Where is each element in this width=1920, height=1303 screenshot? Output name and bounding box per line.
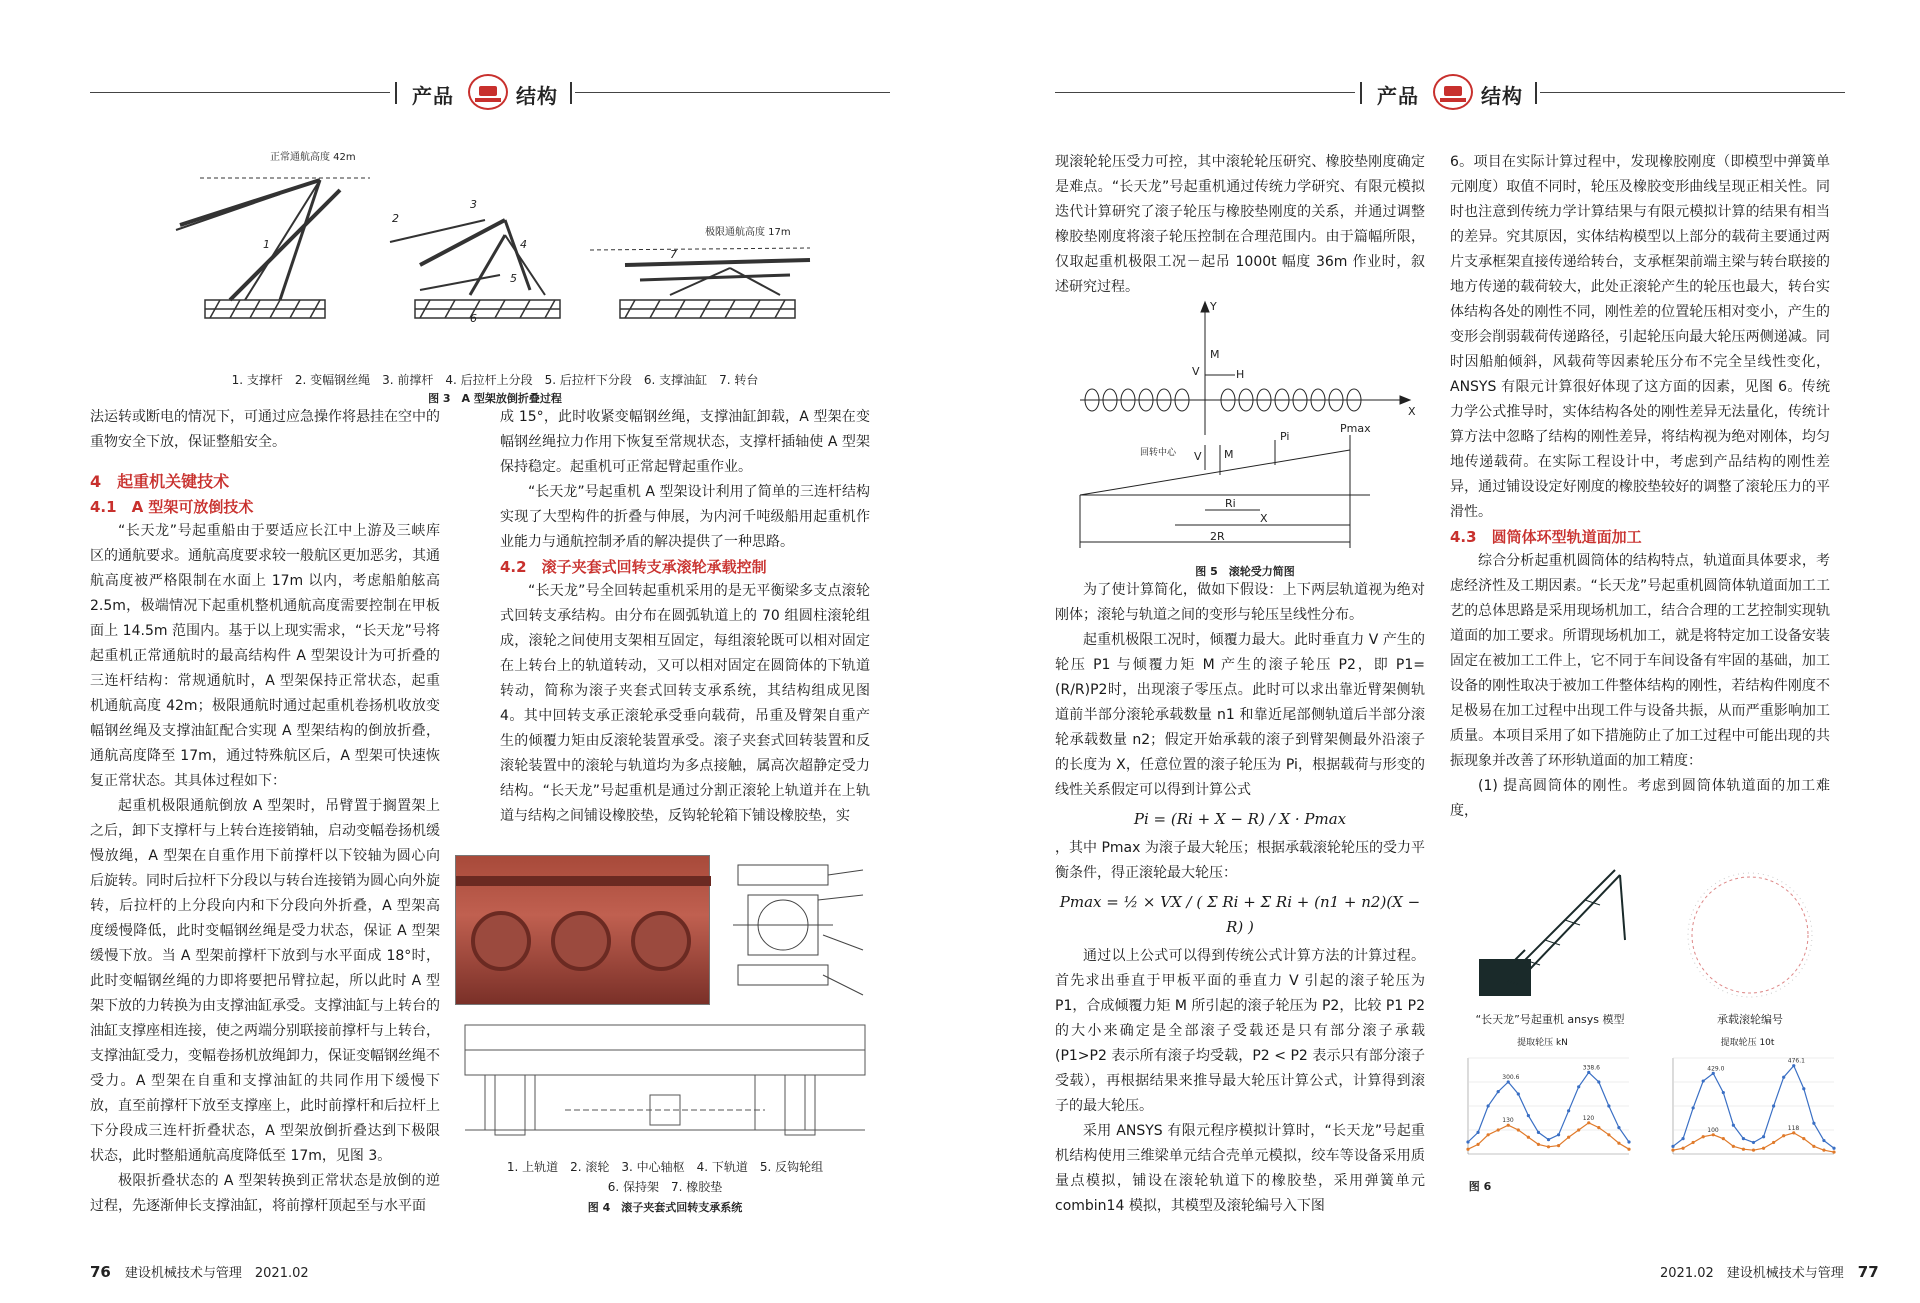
data-point [1537, 1143, 1540, 1146]
figure-3 [170, 150, 820, 405]
right-page-column-2 [1450, 150, 1830, 824]
part-number-7: 7 [670, 248, 677, 261]
label-pi: Pi [1280, 430, 1290, 443]
data-point [1627, 1140, 1630, 1143]
data-point [1692, 1106, 1695, 1109]
figure-6-sub1: “长天龙”号起重机 ansys 模型 [1475, 1013, 1625, 1026]
figure-4-legend-1: 1. 上轨道 2. 滚轮 3. 中心轴枢 4. 下轨道 5. 反钩轮组 [506, 1160, 824, 1174]
data-point [1527, 1136, 1530, 1139]
paragraph: “长天龙”号起重机 A 型架设计利用了简单的三连杆结构实现了大型构件的折叠与伸展，为内河千吨级船用起重机作业能力与通航控制矛盾的解决提供了一种思路。 [500, 484, 870, 550]
figure-4 [455, 855, 875, 1220]
paragraph: 极限折叠状态的 A 型架转换到正常状态是放倒的逆过程，先逐渐伸长支撑油缸，将前撑杆顶起至与水平面 [90, 1173, 440, 1214]
figure-4-caption: 图 4 滚子夹套式回转支承系统 [587, 1201, 743, 1214]
data-point [1732, 1145, 1735, 1148]
data-point [1762, 1135, 1765, 1138]
paragraph: 采用 ANSYS 有限元程序模拟计算时，“长天龙”号起重机结构使用三维梁单元结合壳单元模拟，绞车等设备采用质量点模拟，铺设在滚轮轨道下的橡胶垫，采用弹簧单元 combin14 模拟，其模型及滚轮编号入下图 [1055, 1123, 1425, 1214]
paragraph: 起重机极限工况时，倾覆力最大。此时垂直力 V 产生的轮压 P1 与倾覆力矩 M 产生的滚子轮压 P2，即 P1=(R/R)P2时，出现滚子零压点。此时可以求出靠近臂架侧轨道前半部分滚轮承载数量 n1 和靠近尾部侧轨道后半部分滚轮承载数量 n2；假定开始承载的滚子到臂架侧最外沿滚子的长度为 X，任意位置的滚子轮压为 Pi，根据载荷与形变的线性关系假定可以得到计算公式 [1055, 632, 1425, 798]
data-point [1466, 1148, 1469, 1151]
data-point [1577, 1128, 1580, 1131]
data-point [1752, 1141, 1755, 1144]
chart-1-title: 提取轮压 kN [1517, 1038, 1568, 1048]
data-label: 120 [1582, 1114, 1595, 1122]
data-point [1476, 1131, 1479, 1134]
data-point [1547, 1145, 1550, 1148]
paragraph: 法运转或断电的情况下，可通过应急操作将悬挂在空中的重物安全下放，保证整船安全。 [90, 409, 440, 450]
chart-2-title: 提取轮压 10t [1720, 1038, 1775, 1048]
data-point [1692, 1141, 1695, 1144]
data-point [1822, 1139, 1825, 1142]
data-point [1617, 1126, 1620, 1129]
data-point [1597, 1126, 1600, 1129]
roller-numbering-circle [1680, 865, 1820, 1005]
figure-5 [1070, 300, 1420, 578]
data-point [1802, 1137, 1805, 1140]
data-point [1772, 1141, 1775, 1144]
header-structure-label: 结构 [516, 84, 558, 108]
data-point [1802, 1087, 1805, 1090]
figure-6-caption: 图 6 [1468, 1180, 1492, 1193]
figure-6 [1450, 860, 1840, 1210]
formula-pmax: Pmax = ½ × VX / ( Σ Ri + Σ Ri + (n1 + n2)(X − R) ) [1059, 893, 1421, 936]
data-point [1487, 1133, 1490, 1136]
left-page-column-1 [90, 405, 440, 1219]
chart-2 [1655, 1050, 1840, 1170]
page-number: 76 [90, 1263, 111, 1281]
axis-label-y: Y [1210, 300, 1217, 313]
label-2r: 2R [1210, 530, 1225, 543]
data-point [1577, 1085, 1580, 1088]
data-point [1497, 1128, 1500, 1131]
data-point [1557, 1144, 1560, 1147]
paragraph: “长天龙”号起重船由于要适应长江中上游及三峡库区的通航要求。通航高度要求较一般航区更加恶劣，其通航高度被严格限制在水面上 17m 以内，考虑船舶舷高 2.5m，极端情况下起重机整机通航高度需要控制在甲板面上 14.5m 范围内。基于以上现实需求，“长天龙”号将起重机正常通航时的最高结构件 A 型架设计为可折叠的三连杆结构：常规通航时，A 型架保持正常状态，起重机通航高度 42m；极限通航时通过起重机卷扬机收放变幅钢丝绳及支撑油缸配合实现 A 型架结构的倒放折叠，通航高度降至 17m，通过特殊航区后，A 型架可快速恢复正常状态。其具体过程如下： [90, 523, 440, 789]
figure-5-caption: 图 5 滚轮受力简图 [1195, 565, 1295, 578]
data-label: 429.0 [1707, 1065, 1725, 1073]
data-point [1742, 1148, 1745, 1151]
right-page-column-1-bottom [1055, 578, 1425, 1219]
paragraph: 综合分析起重机圆筒体的结构特点，轨道面具体要求，考虑经济性及工期因素。“长天龙”号起重机圆筒体轨道面加工工艺的总体思路是采用现场机加工，结合合理的工艺控制实现轨道面的加工要求。所谓现场机加工，就是将特定加工设备安装固定在被加工工件上，它不同于车间设备有牢固的基础，加工设备的刚性取决于被加工件整体结构的刚性，若结构件刚度不足极易在加工过程中出现工件与设备共振，从而严重影响加工质量。本项目采用了如下措施防止了加工过程中可能出现的共振现象并改善了环形轨道面的加工精度： [1450, 553, 1830, 769]
data-point [1832, 1147, 1835, 1150]
data-point [1557, 1133, 1560, 1136]
left-page-column-2 [500, 405, 870, 829]
label-m: M [1224, 448, 1234, 461]
data-point [1487, 1104, 1490, 1107]
crane-ship-icon [1433, 74, 1473, 110]
part-number-6: 6 [470, 312, 477, 325]
right-page-column-1-top [1055, 150, 1425, 300]
paragraph: ，其中 Pmax 为滚子最大轮压；根据承载滚轮轮压的受力平衡条件，得正滚轮最大轮压： [1055, 840, 1425, 881]
data-label: 130 [1502, 1117, 1514, 1125]
data-point [1772, 1104, 1775, 1107]
label-horizontal-force: H [1236, 368, 1245, 381]
data-point [1517, 1128, 1520, 1131]
label-v: V [1194, 450, 1202, 463]
label-pmax: Pmax [1340, 422, 1371, 435]
folio-right [1660, 1262, 1879, 1281]
data-point [1742, 1137, 1745, 1140]
label-vertical-force: V [1192, 365, 1200, 378]
header-product-label: 产品 [1377, 84, 1419, 108]
data-point [1627, 1148, 1630, 1151]
data-point [1722, 1137, 1725, 1140]
paragraph: 通过以上公式可以得到传统公式计算方法的计算过程。首先求出垂直于甲板平面的垂直力 V 引起的滚子轮压为 P1，合成倾覆力矩 M 所引起的滚子轮压为 P2，比较 P1 P2 的大小来确定是全部滚子受载还是只有部分滚子承载 (P1>P2 表示所有滚子均受载，P2 < P2 表示只有部分滚子受载），再根据结果来推导最大轮压计算公式，计算得到滚子的最大轮压。 [1055, 948, 1425, 1114]
data-point [1497, 1090, 1500, 1093]
axis-label-x: X [1408, 405, 1416, 418]
journal-issue: 2021.02 建设机械技术与管理 [1660, 1266, 1844, 1281]
data-point [1517, 1092, 1520, 1095]
data-point [1752, 1149, 1755, 1152]
data-point [1607, 1104, 1610, 1107]
data-point [1702, 1079, 1705, 1082]
part-number-4: 4 [520, 238, 527, 251]
data-point [1537, 1131, 1540, 1134]
data-label: 338.6 [1582, 1064, 1600, 1072]
roller-photo [455, 855, 710, 1005]
roller-section-drawing [723, 855, 873, 1015]
part-number-5: 5 [510, 272, 517, 285]
label-moment: M [1210, 348, 1220, 361]
figure-3-caption: 图 3 A 型架放倒折叠过程 [428, 392, 562, 405]
header-structure-label: 结构 [1481, 84, 1523, 108]
section-heading-4-3: 4.3 圆筒体环型轨道面加工 [1450, 528, 1642, 546]
label-normal-height: 正常通航高度 42m [270, 152, 356, 163]
roller-system-elevation [455, 1020, 875, 1155]
data-point [1597, 1080, 1600, 1083]
paragraph: 现滚轮轮压受力可控，其中滚轮轮压研究、橡胶垫刚度确定是难点。“长天龙”号起重机通过传统力学研究、有限元模拟迭代计算研究了滚子轮压与橡胶垫刚度的关系，并通过调整橡胶垫刚度将滚子轮压控制在合理范围内。由于篇幅所限，仅取起重机极限工况－起吊 1000t 幅度 36m 作业时，叙述研究过程。 [1055, 154, 1425, 295]
part-number-3: 3 [470, 198, 477, 211]
section-heading-4: 4 起重机关键技术 [90, 472, 230, 491]
data-point [1832, 1150, 1835, 1153]
page-header-right [1055, 74, 1845, 114]
figure-4-legend-2: 6. 保持架 7. 橡胶垫 [607, 1180, 723, 1194]
paragraph: 成 15°，此时收紧变幅钢丝绳，支撑油缸卸载，A 型架在变幅钢丝绳拉力作用下恢复至常规状态，支撑杆插轴使 A 型架保持稳定。起重机可正常起臂起重作业。 [500, 409, 870, 475]
data-point [1567, 1136, 1570, 1139]
header-product-label: 产品 [412, 84, 454, 108]
data-point [1671, 1145, 1674, 1148]
data-point [1617, 1142, 1620, 1145]
data-label: 100 [1707, 1126, 1719, 1134]
paragraph: 为了使计算简化，做如下假设：上下两层轨道视为绝对刚体；滚轮与轨道之间的变形与轮压呈线性分布。 [1055, 582, 1425, 623]
data-point [1812, 1122, 1815, 1125]
page-number: 77 [1857, 1263, 1879, 1281]
data-label: 300.6 [1502, 1074, 1520, 1081]
crane-ship-icon [468, 74, 508, 110]
chart-1 [1450, 1050, 1635, 1170]
a-frame-folding-diagram [170, 150, 820, 350]
label-ri: Ri [1225, 497, 1236, 510]
figure-6-sub2: 承载滚轮编号 [1717, 1013, 1783, 1026]
data-point [1782, 1134, 1785, 1137]
data-point [1722, 1091, 1725, 1094]
page-header-left [90, 74, 890, 114]
data-point [1476, 1143, 1479, 1146]
data-point [1702, 1135, 1705, 1138]
ansys-crane-model [1465, 860, 1635, 1010]
data-point [1812, 1145, 1815, 1148]
data-point [1762, 1147, 1765, 1150]
data-label: 118 [1787, 1124, 1800, 1132]
part-number-1: 1 [263, 238, 270, 251]
data-point [1681, 1137, 1684, 1140]
label-x-length: X [1260, 512, 1268, 525]
data-point [1782, 1076, 1785, 1079]
paragraph: “长天龙”号全回转起重机采用的是无平衡梁多支点滚轮式回转支承结构。由分布在圆弧轨道上的 70 组圆柱滚轮组成，滚轮之间使用支架相互固定，每组滚轮既可以相对固定在上转台上的轨道转动，又可以相对固定在圆筒体的下轨道转动，简称为滚子夹套式回转支承系统，其结构组成见图 4。其中回转支承正滚轮承受垂向载荷，吊重及臂架自重产生的倾覆力矩由反滚轮装置承受。滚子夹套式回转装置和反滚轮装置中的滚轮与轨道均为多点接触，属高次超静定受力结构。“长天龙”号起重机是通过分割正滚轮上轨道并在上轨道与结构之间铺设橡胶垫，反钩轮轮箱下铺设橡胶垫，实 [500, 583, 870, 824]
data-point [1822, 1149, 1825, 1152]
data-point [1466, 1140, 1469, 1143]
data-point [1681, 1147, 1684, 1150]
right-page [960, 0, 1920, 1303]
data-point [1671, 1149, 1674, 1152]
data-point [1607, 1133, 1610, 1136]
formula-pi: Pi = (Ri + X − R) / X · Pmax [1133, 810, 1347, 828]
paragraph: 6。项目在实际计算过程中，发现橡胶刚度（即模型中弹簧单元刚度）取值不同时，轮压及橡胶变形曲线呈现正相关性。同时也注意到传统力学计算结果与有限元模拟计算的结果有相当的差异。究其原因，实体结构模型以上部分的载荷主要通过两片支承框架直接传递给转台，支承框架前端主梁与转台联接的地方传递的载荷较大，此处正滚轮产生的轮压也最大，转台实体结构各处的刚性不同，刚性差的位置轮压相对变小，产生的变形会削弱载荷传递路径，引起轮压向最大轮压两侧递减。同时因船舶倾斜，风载荷等因素轮压分布不完全呈线性变化，ANSYS 有限元计算很好体现了这方面的因素，见图 6。传统力学公式推导时，实体结构各处的刚性差异无法量化，传统计算方法中忽略了结构的刚性差异，将结构视为绝对刚体，均匀地传递载荷。在实际工程设计中，考虑到产品结构的刚性差异，通过铺设设定好刚度的橡胶垫较好的调整了滚轮压力的平滑性。 [1450, 154, 1830, 520]
data-point [1567, 1109, 1570, 1112]
data-point [1732, 1124, 1735, 1127]
data-point [1527, 1114, 1530, 1117]
label-rotation-center: 回转中心 [1140, 448, 1177, 458]
series-line-1 [1673, 1066, 1834, 1149]
part-number-2: 2 [392, 212, 399, 225]
folio-left [90, 1262, 309, 1281]
paragraph: (1) 提高圆筒体的刚性。考虑到圆筒体轨道面的加工难度， [1450, 778, 1830, 819]
roller-force-diagram [1070, 300, 1420, 555]
section-heading-4-2: 4.2 滚子夹套式回转支承滚轮承载控制 [500, 558, 767, 576]
journal-issue: 建设机械技术与管理 2021.02 [124, 1266, 309, 1281]
data-label: 476.1 [1787, 1057, 1805, 1065]
label-limit-height: 极限通航高度 17m [705, 227, 791, 238]
data-point [1547, 1138, 1550, 1141]
section-heading-4-1: 4.1 A 型架可放倒技术 [90, 498, 254, 516]
figure-3-legend: 1. 支撑杆 2. 变幅钢丝绳 3. 前撑杆 4. 后拉杆上分段 5. 后拉杆下分段 6. 支撑油缸 7. 转台 [231, 373, 759, 387]
paragraph: 起重机极限通航倒放 A 型架时，吊臂置于搁置架上之后，卸下支撑杆与上转台连接销轴，启动变幅卷扬机缓慢放绳，A 型架在自重作用下前撑杆以下铰轴为圆心向后旋转。同时后拉杆下分段以与转台连接销为圆心向外旋转，后拉杆的上分段向内和下分段向外折叠，A 型架高度缓慢降低，此时变幅钢丝绳是受力状态，保证 A 型架缓慢下放。当 A 型架前撑杆下放到与水平面成 18°时，此时变幅钢丝绳的力即将要把吊臂拉起，所以此时 A 型架下放的力转换为由支撑油缸承受。支撑油缸与上转台的油缸支撑座相连接，使之两端分别联接前撑杆与上转台，支撑油缸受力，变幅卷扬机放绳卸力，保证变幅钢丝绳不受力。A 型架在自重和支撑油缸的共同作用下缓慢下放，直至前撑杆下放至支撑座上，此时前撑杆和后拉杆上下分段成三连杆折叠状态，A 型架放倒折叠达到下极限状态，此时整船通航高度降低至 17m，见图 3。 [90, 798, 440, 1164]
